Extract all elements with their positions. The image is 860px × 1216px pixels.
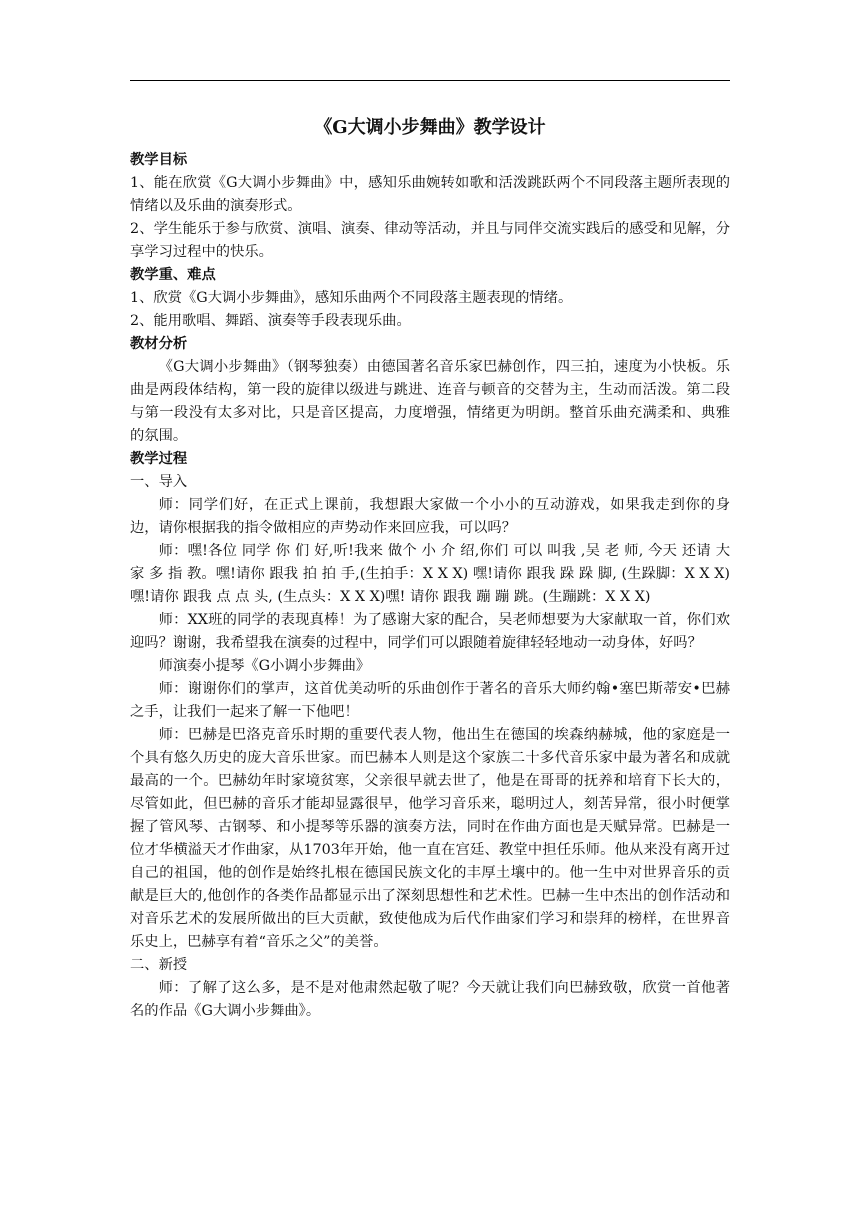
goal-paragraph-2: 2、学生能乐于参与欣赏、演唱、演奏、律动等活动，并且与同伴交流实践后的感受和见解，分享学习过程中的快乐。 xyxy=(130,221,730,260)
process-paragraph: 师：谢谢你们的掌声，这首优美动听的乐曲创作于著名的音乐大师约翰•塞巴斯蒂安•巴赫之手，让我们一起来了解一下他吧！ xyxy=(130,681,730,720)
material-analysis-paragraph: 《G大调小步舞曲》（钢琴独奏）由德国著名音乐家巴赫创作，四三拍，速度为小快板。乐曲是两段体结构，第一段的旋律以级进与跳进、连音与顿音的交替为主，生动而活泼。第二段与第一段没有太多对比，只是音区提高，力度增强，情绪更为明朗。整首乐曲充满柔和、典雅的氛围。 xyxy=(130,359,730,444)
heading-teaching-process: 教学过程 xyxy=(130,451,188,467)
process-paragraph: 师：嘿!各位 同学 你 们 好,听!我来 做个 小 介 绍,你们 可以 叫我 ,吴 老 师, 今天 还请 大家 多 指 教。嘿!请你 跟我 拍 拍 手,(生拍手：X X X) 嘿!请你 跟我 跺 跺 脚, (生跺脚：X X X) 嘿!请你 跟我 点 点 头, (生点头：X X X)嘿! 请你 跟我 蹦 蹦 跳。(生蹦跳：X X X) xyxy=(130,543,730,605)
process-paragraph: 师：XX班的同学的表现真棒！为了感谢大家的配合，吴老师想要为大家献取一首，你们欢迎吗？谢谢，我希望我在演奏的过程中，同学们可以跟随着旋律轻轻地动一动身体，好吗？ xyxy=(130,612,730,651)
step-intro-heading: 一、导入 xyxy=(130,474,188,490)
process-paragraph: 师：了解了这么多，是不是对他肃然起敬了呢？今天就让我们向巴赫致敬，欣赏一首他著名的作品《G大调小步舞曲》。 xyxy=(130,980,730,1019)
document-title: 《G大调小步舞曲》教学设计 xyxy=(314,117,546,138)
key-point-1: 1、欣赏《G大调小步舞曲》，感知乐曲两个不同段落主题表现的情绪。 xyxy=(130,290,573,306)
document-body xyxy=(130,114,730,1023)
process-paragraph: 师：巴赫是巴洛克音乐时期的重要代表人物，他出生在德国的埃森纳赫城，他的家庭是一个具有悠久历史的庞大音乐世家。而巴赫本人则是这个家族二十多代音乐家中最为著名和成就最高的一个。巴赫幼年时家境贫寒，父亲很早就去世了，他是在哥哥的抚养和培育下长大的，尽管如此，但巴赫的音乐才能却显露很早，他学习音乐来，聪明过人，刻苦异常，很小时便掌握了管风琴、古钢琴、和小提琴等乐器的演奏方法，同时在作曲方面也是天赋异常。巴赫是一位才华横溢天才作曲家，从1703年开始，他一直在宫廷、教堂中担任乐师。他从来没有离开过自己的祖国，他的创作是始终扎根在德国民族文化的丰厚土壤中的。他一生中对世界音乐的贡献是巨大的,他创作的各类作品都显示出了深刻思想性和艺术性。巴赫一生中杰出的创作活动和对音乐艺术的发展所做出的巨大贡献，致使他成为后代作曲家们学习和崇拜的榜样，在世界音乐史上，巴赫享有着“音乐之父”的美誉。 xyxy=(130,727,730,950)
heading-material-analysis: 教材分析 xyxy=(130,336,188,352)
heading-teaching-goals: 教学目标 xyxy=(130,152,188,168)
header-rule xyxy=(130,80,730,81)
goal-paragraph-1: 1、能在欣赏《G大调小步舞曲》中，感知乐曲婉转如歌和活泼跳跃两个不同段落主题所表现的情绪以及乐曲的演奏形式。 xyxy=(130,175,730,214)
heading-key-difficulties: 教学重、难点 xyxy=(130,267,216,283)
process-paragraph: 师演奏小提琴《G小调小步舞曲》 xyxy=(158,658,371,674)
process-paragraph: 师：同学们好，在正式上课前，我想跟大家做一个小小的互动游戏，如果我走到你的身边，请你根据我的指令做相应的声势动作来回应我，可以吗？ xyxy=(130,497,730,536)
step-new-lesson-heading: 二、新授 xyxy=(130,957,188,973)
key-point-2: 2、能用歌唱、舞蹈、演奏等手段表现乐曲。 xyxy=(130,313,411,329)
